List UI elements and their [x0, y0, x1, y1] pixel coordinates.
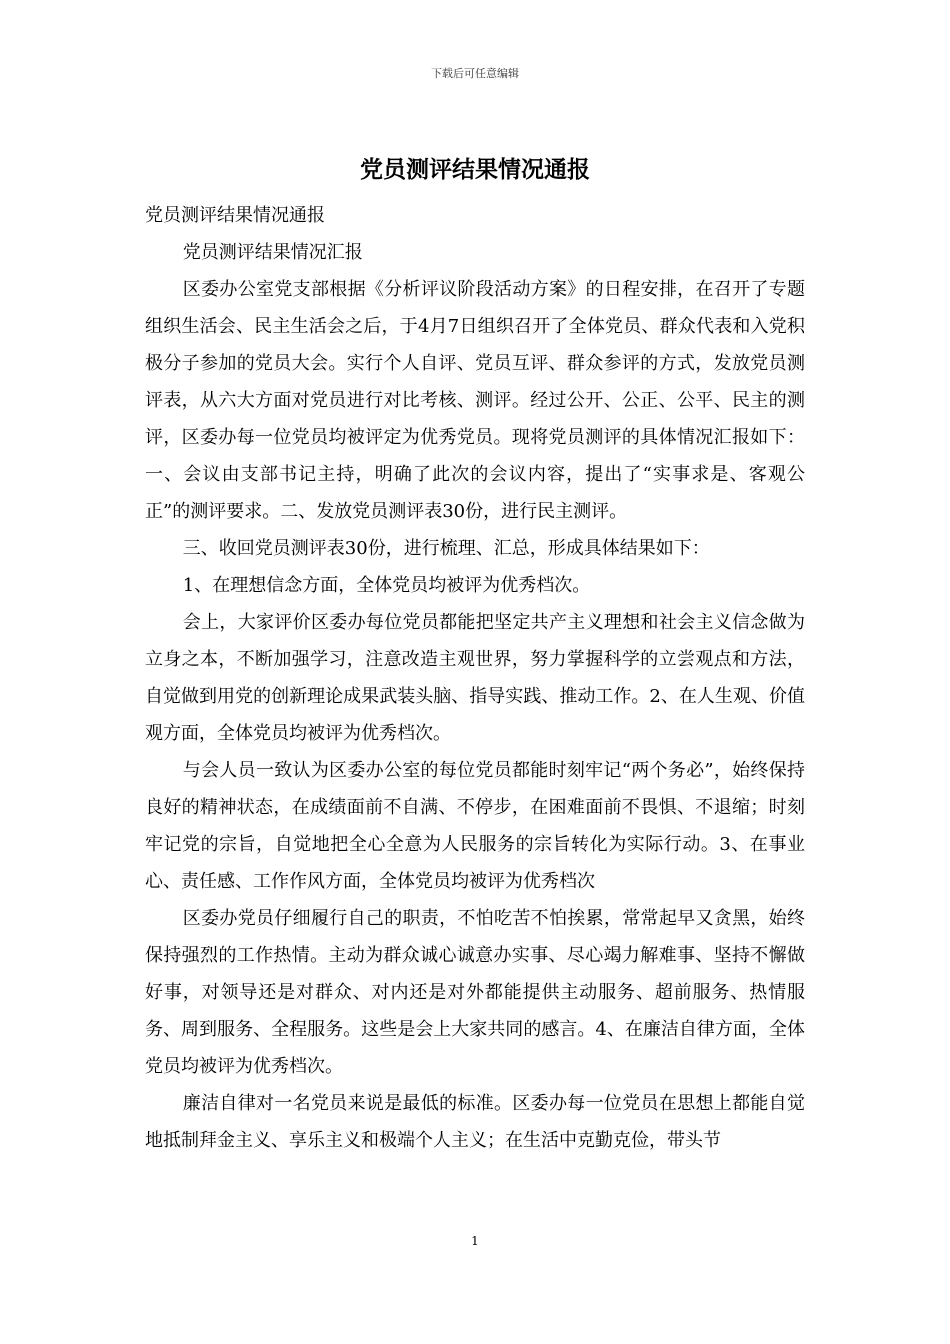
- page-number: 1: [471, 1234, 479, 1248]
- body-paragraph: 区委办公室党支部根据《分析评议阶段活动方案》的日程安排，在召开了专题组织生活会、民主生活会之后，于4月7日组织召开了全体党员、群众代表和入党积极分子参加的党员大会。实行个人自评、党员互评、群众参评的方式，发放党员测评表，从六大方面对党员进行对比考核、测评。经过公开、公正、公平、民主的测评，区委办每一位党员均被评定为优秀党员。现将党员测评的具体情况汇报如下：一、会议由支部书记主持，明确了此次的会议内容，提出了“实事求是、客观公正”的测评要求。二、发放党员测评表30份，进行民主测评。: [145, 279, 805, 522]
- subtitle-paragraph: 党员测评结果情况通报: [145, 205, 325, 226]
- body-paragraph: 三、收回党员测评表30份，进行梳理、汇总，形成具体结果如下：: [182, 538, 710, 559]
- body-paragraph: 与会人员一致认为区委办公室的每位党员都能时刻牢记“两个务必”，始终保持良好的精神状态，在成绩面前不自满、不停步，在困难面前不畏惧、不退缩；时刻牢记党的宗旨，自觉地把全心全意为人民服务的宗旨转化为实际行动。3、在事业心、责任感、工作作风方面，全体党员均被评为优秀档次: [145, 760, 805, 892]
- report-heading-paragraph: 党员测评结果情况汇报: [182, 242, 363, 263]
- running-header: 下载后可任意编辑: [431, 67, 519, 80]
- body-paragraph: 区委办党员仔细履行自己的职责，不怕吃苦不怕挨累，常常起早又贪黑，始终保持强烈的工作热情。主动为群众诚心诚意办实事、尽心竭力解难事、坚持不懈做好事，对领导还是对群众、对内还是对外都能提供主动服务、超前服务、热情服务、周到服务、全程服务。这些是会上大家共同的感言。4、在廉洁自律方面，全体党员均被评为优秀档次。: [145, 908, 805, 1077]
- body-paragraph: 会上，大家评价区委办每位党员都能把坚定共产主义理想和社会主义信念做为立身之本，不断加强学习，注意改造主观世界，努力掌握科学的立尝观点和方法，自觉做到用党的创新理论成果武装头脑、指导实践、推动工作。2、在人生观、价值观方面，全体党员均被评为优秀档次。: [145, 612, 805, 744]
- document-title: 党员测评结果情况通报: [360, 156, 590, 183]
- body-paragraph: 1、在理想信念方面，全体党员均被评为优秀档次。: [182, 575, 591, 596]
- document-body: [145, 197, 805, 1159]
- body-paragraph: 廉洁自律对一名党员来说是最低的标准。区委办每一位党员在思想上都能自觉地抵制拜金主义、享乐主义和极端个人主义；在生活中克勤克俭，带头节: [145, 1093, 805, 1151]
